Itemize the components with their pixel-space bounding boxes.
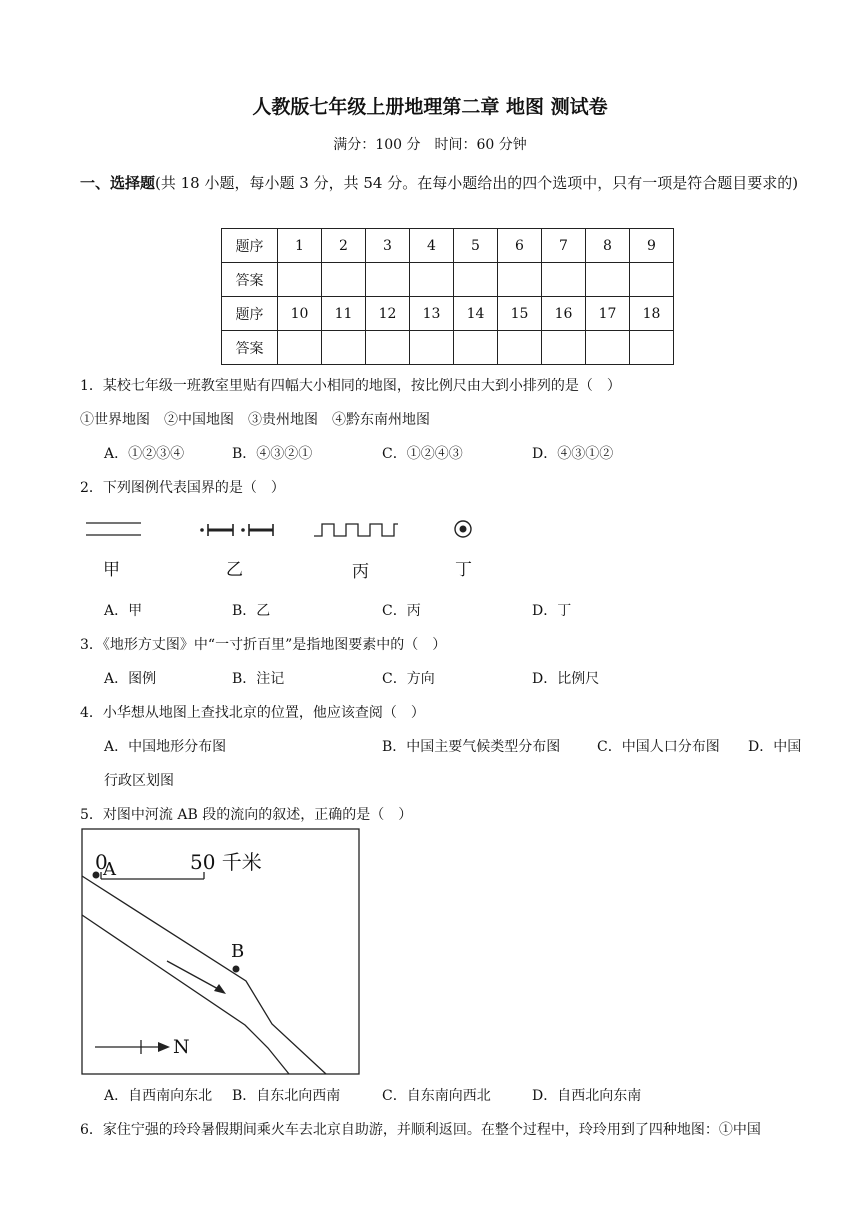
table-cell: 17	[586, 297, 630, 331]
table-cell: 15	[498, 297, 542, 331]
q5-option-b[interactable]: B．自东北向西南	[232, 1088, 341, 1104]
legend-label-yi: 乙	[226, 560, 243, 580]
table-cell: 6	[498, 229, 542, 263]
table-cell: 12	[366, 297, 410, 331]
table-cell: 14	[454, 297, 498, 331]
q4-option-d-wrap[interactable]: 行政区划图	[104, 773, 174, 789]
table-row-header: 题序	[222, 297, 278, 331]
page-title: 人教版七年级上册地理第二章 地图 测试卷	[252, 96, 608, 118]
q1-option-d[interactable]: D．④③①②	[532, 446, 614, 462]
section-description: (共 18 小题，每小题 3 分，共 54 分。在每小题给出的四个选项中，只有一项是符合题目要求的)	[155, 174, 799, 192]
question-6-stem: 6．家住宁强的玲玲暑假期间乘火车去北京自助游，并顺利返回。在整个过程中，玲玲用到了四种地图：①中国	[80, 1122, 761, 1138]
scale-zero-label: 0	[95, 850, 108, 874]
table-cell: 3	[366, 229, 410, 263]
point-b-dot	[233, 966, 240, 973]
point-a-label: A	[103, 859, 116, 880]
table-cell: 13	[410, 297, 454, 331]
table-cell: 18	[630, 297, 674, 331]
legend-label-jia: 甲	[103, 560, 120, 580]
q1-option-a[interactable]: A．①②③④	[104, 446, 185, 462]
section-title: 一、选择题	[80, 174, 156, 192]
question-1-stem: 1．某校七年级一班教室里贴有四幅大小相同的地图，按比例尺由大到小排列的是（ ）	[80, 378, 621, 394]
q2-option-b[interactable]: B．乙	[232, 603, 271, 619]
q1-option-b[interactable]: B．④③②①	[232, 446, 313, 462]
q2-option-a[interactable]: A．甲	[104, 603, 143, 619]
q3-option-c[interactable]: C．方向	[382, 671, 435, 687]
table-row-header: 答案	[222, 331, 278, 365]
table-row-header: 题序	[222, 229, 278, 263]
question-1-items: ①世界地图 ②中国地图 ③贵州地图 ④黔东南州地图	[80, 412, 430, 428]
page-subtitle: 满分：100 分 时间：60 分钟	[333, 137, 527, 153]
question-2-stem: 2．下列图例代表国界的是（ ）	[80, 480, 285, 496]
q4-option-d[interactable]: D．中国	[748, 739, 802, 755]
question-5-stem: 5．对图中河流 AB 段的流向的叙述，正确的是（ ）	[80, 807, 413, 823]
q5-option-a[interactable]: A．自西南向东北	[104, 1088, 213, 1104]
table-cell: 2	[322, 229, 366, 263]
q3-option-d[interactable]: D．比例尺	[532, 671, 600, 687]
north-label: N	[173, 1036, 190, 1058]
q4-option-c[interactable]: C．中国人口分布图	[597, 739, 720, 755]
question-4-stem: 4．小华想从地图上查找北京的位置，他应该查阅（ ）	[80, 705, 425, 721]
table-cell: 7	[542, 229, 586, 263]
table-cell: 1	[278, 229, 322, 263]
q3-option-a[interactable]: A．图例	[104, 671, 157, 687]
q4-option-a[interactable]: A．中国地形分布图	[104, 739, 227, 755]
q5-option-c[interactable]: C．自东南向西北	[382, 1088, 491, 1104]
table-cell: 10	[278, 297, 322, 331]
table-cell: 16	[542, 297, 586, 331]
q4-option-b[interactable]: B．中国主要气候类型分布图	[382, 739, 561, 755]
table-cell: 8	[586, 229, 630, 263]
table-cell: 11	[322, 297, 366, 331]
q1-option-c[interactable]: C．①②④③	[382, 446, 463, 462]
legend-label-bing: 丙	[352, 562, 369, 582]
q2-option-d[interactable]: D．丁	[532, 603, 572, 619]
q2-option-c[interactable]: C．丙	[382, 603, 421, 619]
legend-label-ding: 丁	[455, 560, 472, 580]
point-b-label: B	[231, 941, 245, 962]
table-row-header: 答案	[222, 263, 278, 297]
q3-option-b[interactable]: B．注记	[232, 671, 285, 687]
q5-option-d[interactable]: D．自西北向东南	[532, 1088, 642, 1104]
table-cell: 4	[410, 229, 454, 263]
table-cell: 5	[454, 229, 498, 263]
table-cell: 9	[630, 229, 674, 263]
question-3-stem: 3．《地形方丈图》中“一寸折百里”是指地图要素中的（ ）	[80, 637, 447, 653]
scale-value-label: 50 千米	[190, 850, 262, 874]
